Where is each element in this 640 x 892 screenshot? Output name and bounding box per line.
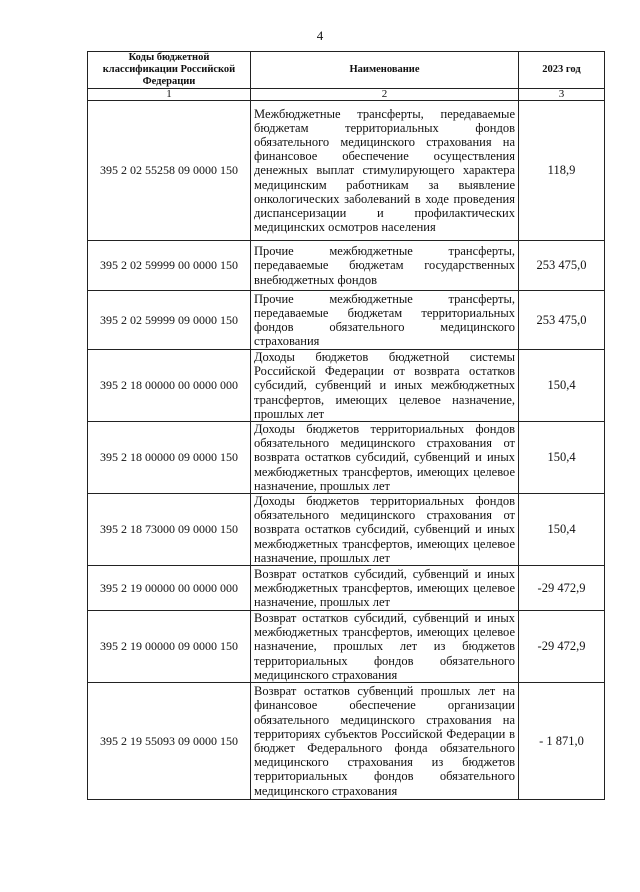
- row-name: Межбюджетные трансферты, передаваемые бюджетам территориальных фондов обязательного медицинского страхования на финансовое обеспечение осуществления денежных выплат стимулирующего характера медицинским работникам за выявление онкологических заболеваний в ходе проведения диспансеризации и профилактических медицинских осмотров населения: [251, 101, 519, 241]
- table-row: [88, 422, 605, 494]
- header-year: 2023 год: [519, 52, 605, 89]
- row-name: Прочие межбюджетные трансферты, передаваемые бюджетам территориальных фондов обязательного медицинского страхования: [251, 291, 519, 350]
- row-code: 395 2 02 59999 09 0000 150: [88, 291, 251, 350]
- row-name: Возврат остатков субсидий, субвенций и иных межбюджетных трансфертов, имеющих целевое назначение, прошлых лет: [251, 566, 519, 611]
- row-amount: -29 472,9: [519, 611, 605, 683]
- row-code: 395 2 19 00000 00 0000 000: [88, 566, 251, 611]
- row-amount: -29 472,9: [519, 566, 605, 611]
- row-code: 395 2 18 00000 00 0000 000: [88, 350, 251, 422]
- row-amount: 118,9: [519, 101, 605, 241]
- row-name: Доходы бюджетов бюджетной системы Российской Федерации от возврата остатков субсидий, субвенций и иных межбюджетных трансфертов, имеющих целевое назначение, прошлых лет: [251, 350, 519, 422]
- row-code: 395 2 18 73000 09 0000 150: [88, 494, 251, 566]
- column-number-1: 1: [88, 89, 251, 101]
- table-row: [88, 101, 605, 241]
- table-row: [88, 683, 605, 800]
- page-number: 4: [316, 28, 324, 43]
- table-row: [88, 241, 605, 291]
- column-number-3: 3: [519, 89, 605, 101]
- row-amount: - 1 871,0: [519, 683, 605, 800]
- header-name: Наименование: [251, 52, 519, 89]
- table-row: [88, 350, 605, 422]
- row-amount: 253 475,0: [519, 241, 605, 291]
- row-amount: 150,4: [519, 350, 605, 422]
- row-code: 395 2 19 55093 09 0000 150: [88, 683, 251, 800]
- row-name: Доходы бюджетов территориальных фондов обязательного медицинского страхования от возврата остатков субсидий, субвенций и иных межбюджетных трансфертов, имеющих целевое назначение, прошлых лет: [251, 494, 519, 566]
- row-name: Возврат остатков субсидий, субвенций и иных межбюджетных трансфертов, имеющих целевое назначение, прошлых лет из бюджетов территориальных фондов обязательного медицинского страхования: [251, 611, 519, 683]
- row-amount: 150,4: [519, 494, 605, 566]
- column-number-2: 2: [251, 89, 519, 101]
- row-amount: 253 475,0: [519, 291, 605, 350]
- row-code: 395 2 02 55258 09 0000 150: [88, 101, 251, 241]
- table-row: [88, 566, 605, 611]
- row-name: Доходы бюджетов территориальных фондов обязательного медицинского страхования от возврата остатков субсидий, субвенций и иных межбюджетных трансфертов, имеющих целевое назначение, прошлых лет: [251, 422, 519, 494]
- row-name: Возврат остатков субвенций прошлых лет на финансовое обеспечение организации обязательного медицинского страхования на территориях субъектов Российской Федерации в бюджет Федерального фонда обязательного медицинского страхования из бюджетов территориальных фондов обязательного медицинского страхования: [251, 683, 519, 800]
- table-header-row: [88, 52, 605, 89]
- budget-table: [87, 51, 605, 800]
- table-row: [88, 291, 605, 350]
- row-name: Прочие межбюджетные трансферты, передаваемые бюджетам государственных внебюджетных фондов: [251, 241, 519, 291]
- row-code: 395 2 19 00000 09 0000 150: [88, 611, 251, 683]
- row-code: 395 2 18 00000 09 0000 150: [88, 422, 251, 494]
- table-row: [88, 494, 605, 566]
- row-amount: 150,4: [519, 422, 605, 494]
- row-code: 395 2 02 59999 00 0000 150: [88, 241, 251, 291]
- table-row: [88, 611, 605, 683]
- header-code: Коды бюджетной классификации Российской Федерации: [88, 52, 251, 89]
- column-number-row: [88, 89, 605, 101]
